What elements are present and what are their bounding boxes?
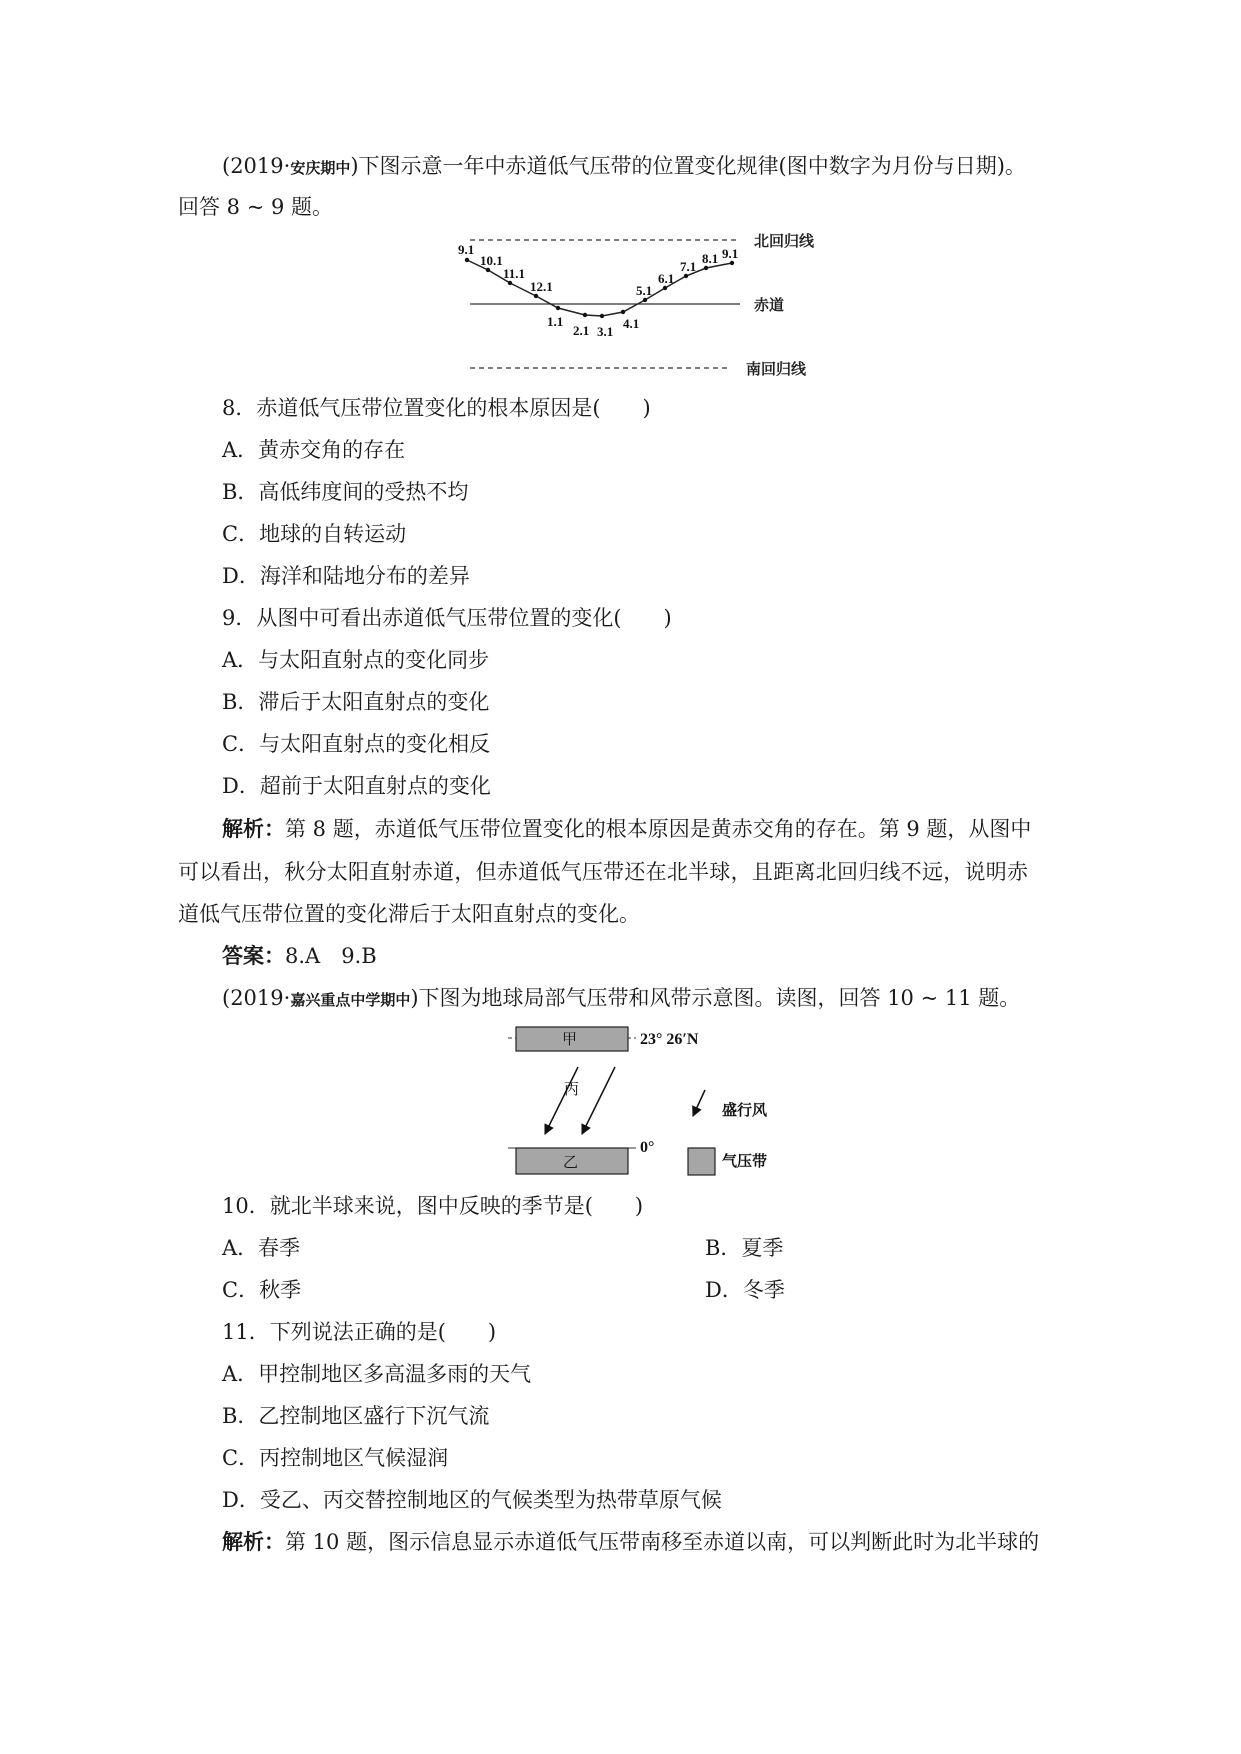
intro-2-source: 嘉兴重点中学期中 xyxy=(290,991,411,1009)
question-10-option-c: C．秋季 xyxy=(222,1278,302,1302)
question-9-option-b: B．滞后于太阳直射点的变化 xyxy=(222,690,490,714)
point-2-1 xyxy=(583,313,587,317)
answer-1-line xyxy=(222,942,377,970)
question-8-option-a: A．黄赤交角的存在 xyxy=(222,438,406,462)
label-12-1: 12.1 xyxy=(530,279,553,294)
analysis-1-label: 解析： xyxy=(222,816,285,841)
question-8-stem: 8．赤道低气压带位置变化的根本原因是( ) xyxy=(222,396,651,420)
intro-2-text: )下图为地球局部气压带和风带示意图。读图，回答 10 ~ 11 题。 xyxy=(410,986,1021,1010)
analysis-2-label: 解析： xyxy=(222,1529,285,1554)
analysis-2-text-1: 第 10 题，图示信息显示赤道低气压带南移至赤道以南，可以判断此时为北半球的 xyxy=(285,1530,1040,1554)
label-bing: 丙 xyxy=(564,1082,580,1098)
label-3-1: 3.1 xyxy=(597,324,614,339)
legend-wind-arrow xyxy=(693,1090,705,1116)
tropic-south-label: 南回归线 xyxy=(746,362,807,378)
question-8-option-b: B．高低纬度间的受热不均 xyxy=(222,480,469,504)
question-11-option-b: B．乙控制地区盛行下沉气流 xyxy=(222,1404,490,1428)
question-9-option-a: A．与太阳直射点的变化同步 xyxy=(222,648,490,672)
point-12-1 xyxy=(534,294,538,298)
tropic-north-label: 北回归线 xyxy=(754,234,815,250)
answer-1-label: 答案： xyxy=(222,943,285,968)
point-6-1 xyxy=(663,286,667,290)
point-4-1 xyxy=(621,310,625,314)
label-7-1: 7.1 xyxy=(680,259,697,274)
wind-arrow-right xyxy=(582,1067,615,1134)
label-8-1: 8.1 xyxy=(702,251,719,266)
point-7-1 xyxy=(684,274,688,278)
analysis-1-text-1: 第 8 题，赤道低气压带位置变化的根本原因是黄赤交角的存在。第 9 题，从图中 xyxy=(285,817,1032,841)
legend-wind-label: 盛行风 xyxy=(722,1103,768,1119)
label-9-1-right: 9.1 xyxy=(722,246,739,261)
intro-1-line-2: 回答 8 ~ 9 题。 xyxy=(178,195,334,219)
label-10-1: 10.1 xyxy=(480,253,503,268)
question-9-option-c: C．与太阳直射点的变化相反 xyxy=(222,732,491,756)
intro-2-line-1 xyxy=(222,984,1020,1014)
answer-1-text: 8.A 9.B xyxy=(285,944,377,968)
label-9-1-left: 9.1 xyxy=(458,242,475,257)
question-10-option-d: D．冬季 xyxy=(705,1278,785,1302)
label-11-1: 11.1 xyxy=(503,266,526,281)
label-1-1: 1.1 xyxy=(547,314,564,329)
question-11-option-d: D．受乙、丙交替控制地区的气候类型为热带草原气候 xyxy=(222,1488,722,1512)
point-1-1 xyxy=(556,306,560,310)
point-5-1 xyxy=(643,298,647,302)
intro-1-year: (2019· xyxy=(222,154,291,178)
wind-arrow-left xyxy=(545,1067,578,1134)
question-9-option-d: D．超前于太阳直射点的变化 xyxy=(222,774,491,798)
question-8-option-c: C．地球的自转运动 xyxy=(222,522,407,546)
label-jia: 甲 xyxy=(562,1032,578,1048)
analysis-1-line-1 xyxy=(222,815,1031,843)
legend-belt-swatch xyxy=(688,1148,715,1175)
analysis-1-line-3: 道低气压带位置的变化滞后于太阳直射点的变化。 xyxy=(178,902,640,926)
question-11-stem: 11．下列说法正确的是( ) xyxy=(222,1320,497,1344)
point-9-1-right xyxy=(730,261,734,265)
intro-1-source: 安庆期中 xyxy=(290,159,351,177)
label-2-1: 2.1 xyxy=(573,323,590,338)
question-11-option-c: C．丙控制地区气候湿润 xyxy=(222,1446,449,1470)
question-9-stem: 9．从图中可看出赤道低气压带位置的变化( ) xyxy=(222,606,672,630)
intro-1-line-1 xyxy=(222,152,1026,182)
point-11-1 xyxy=(508,281,512,285)
label-lat-bottom: 0° xyxy=(640,1139,655,1156)
label-4-1: 4.1 xyxy=(623,316,640,331)
label-yi: 乙 xyxy=(563,1155,579,1171)
question-10-option-a: A．春季 xyxy=(222,1236,301,1260)
question-10-stem: 10．就北半球来说，图中反映的季节是( ) xyxy=(222,1194,644,1218)
question-11-option-a: A．甲控制地区多高温多雨的天气 xyxy=(222,1362,532,1386)
analysis-2-line-1 xyxy=(222,1528,1039,1556)
point-10-1 xyxy=(486,268,490,272)
point-9-1-left xyxy=(465,258,469,262)
intro-2-year: (2019· xyxy=(222,986,291,1010)
point-8-1 xyxy=(704,266,708,270)
intro-1-text: )下图示意一年中赤道低气压带的位置变化规律(图中数字为月份与日期)。 xyxy=(350,154,1026,178)
equator-label: 赤道 xyxy=(754,298,785,314)
question-8-option-d: D．海洋和陆地分布的差异 xyxy=(222,564,470,588)
label-6-1: 6.1 xyxy=(658,271,675,286)
figure-itcz-migration xyxy=(440,228,820,388)
analysis-1-line-2: 可以看出，秋分太阳直射赤道，但赤道低气压带还在北半球，且距离北回归线不远，说明赤 xyxy=(178,860,1028,884)
question-10-option-b: B．夏季 xyxy=(705,1236,784,1260)
label-lat-top: 23° 26′N xyxy=(640,1031,699,1048)
label-5-1: 5.1 xyxy=(636,283,653,298)
figure-pressure-wind-belts xyxy=(500,1022,800,1182)
legend-belt-label: 气压带 xyxy=(722,1154,768,1170)
point-3-1 xyxy=(600,314,604,318)
